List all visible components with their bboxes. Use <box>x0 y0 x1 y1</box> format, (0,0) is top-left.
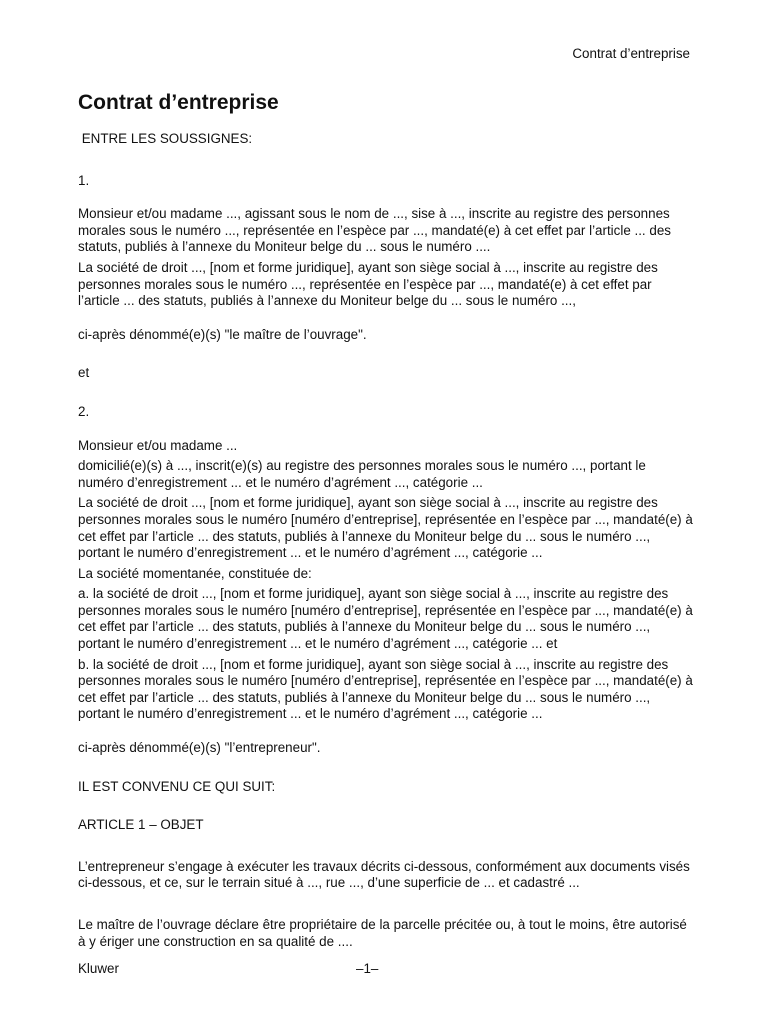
document-title: Contrat d’entreprise <box>78 91 279 114</box>
footer-publisher: Kluwer <box>78 961 119 976</box>
party-2-number: 2. <box>78 403 90 419</box>
running-header: Contrat d’entreprise <box>572 46 690 61</box>
party-1-paragraph: Monsieur et/ou madame ..., agissant sous le nom de ..., sise à ..., inscrite au registre des personnes morales sous le numéro ..., représentée en l’espèce par ..., mandaté(e) à cet effet par l’article ... des statuts, publiés à l’annexe du Moniteur belge du ... sous le numéro .... <box>78 206 671 255</box>
party-1-number: 1. <box>78 172 90 188</box>
party-2-paragraph: La société de droit ..., [nom et forme juridique], ayant son siège social à ..., inscrite au registre des personnes morales sous le numéro [numéro d’entreprise], représentée en l’espèce par ..., mandaté(e) à cet effet par l’article ... des statuts, publiés à l’annexe du Moniteur belge du ... sous le numéro ..., portant le numéro d’enregistrement ... et le numéro d’agrément ..., catégorie ... <box>78 495 693 561</box>
party-2-paragraph: a. la société de droit ..., [nom et forme juridique], ayant son siège social à ..., inscrite au registre des personnes morales sous le numéro [numéro d’entreprise], représentée en l’espèce par ..., mandaté(e) à cet effet par l’article ... des statuts, publiés à l’annexe du Moniteur belge du ... sous le numéro ..., portant le numéro d’enregistrement ... et le numéro d’agrément ..., catégorie ... et <box>78 586 693 652</box>
parties-intro: ENTRE LES SOUSSIGNES: <box>78 131 253 146</box>
conjunction-et: et <box>78 365 90 381</box>
convenu-heading: IL EST CONVENU CE QUI SUIT: <box>78 778 276 794</box>
party-2-designation: ci-après dénommé(e)(s) "l’entrepreneur". <box>78 740 321 756</box>
party-1-designation: ci-après dénommé(e)(s) "le maître de l’ouvrage". <box>78 326 367 342</box>
party-2-paragraph: domicilié(e)(s) à ..., inscrit(e)(s) au registre des personnes morales sous le numéro ..., portant le numéro d’enregistrement ... et le numéro d’agrément ..., catégorie ... <box>78 458 646 490</box>
article-1-paragraph: Le maître de l’ouvrage déclare être propriétaire de la parcelle précitée ou, à tout le moins, être autorisé à y ériger une construction en sa qualité de .... <box>78 917 687 949</box>
article-1-paragraph: L’entrepreneur s’engage à exécuter les travaux décrits ci-dessous, conformément aux documents visés ci-dessous, et ce, sur le terrain situé à ..., rue ..., d’une superficie de ... et cadastré ... <box>78 858 690 891</box>
footer-page-number: –1– <box>356 961 379 976</box>
party-2-paragraph: b. la société de droit ..., [nom et forme juridique], ayant son siège social à ..., inscrite au registre des personnes morales sous le numéro [numéro d’entreprise], représentée en l’espèce par ..., mandaté(e) à cet effet par l’article ... des statuts, publiés à l’annexe du Moniteur belge du ... sous le numéro ..., portant le numéro d’enregistrement ... et le numéro d’agrément ..., catégorie ... <box>78 656 693 722</box>
party-2-paragraph: Monsieur et/ou madame ... <box>78 437 238 453</box>
party-1-paragraph: La société de droit ..., [nom et forme juridique], ayant son siège social à ..., inscrite au registre des personnes morales sous le numéro ..., représentée en l’espèce par ..., mandaté(e) à cet effet par l’article ... des statuts, publiés à l’annexe du Moniteur belge du ... sous le numéro ..., <box>78 259 658 309</box>
article-1-heading: ARTICLE 1 – OBJET <box>78 817 204 833</box>
party-2-paragraph: La société momentanée, constituée de: <box>78 565 312 581</box>
document-body <box>78 131 694 950</box>
